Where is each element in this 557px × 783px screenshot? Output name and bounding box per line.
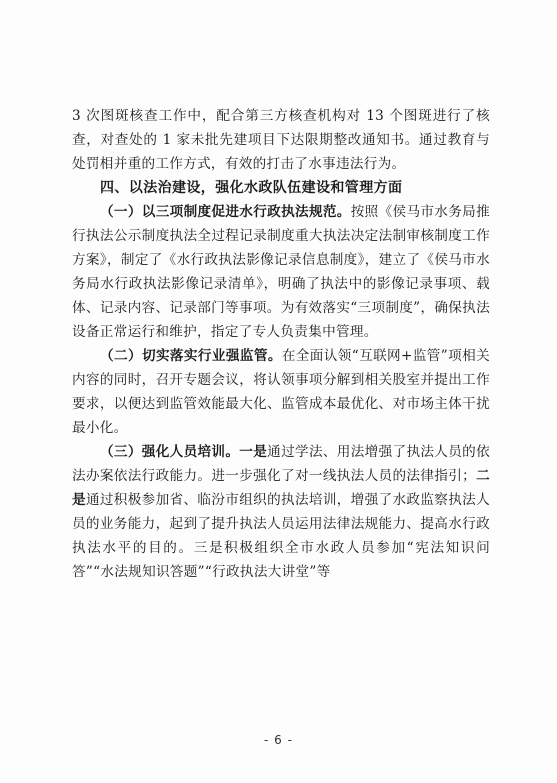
item-three-label-one: 一是 xyxy=(239,444,268,460)
continuation-paragraph: 3 次图斑核查工作中，配合第三方核查机构对 13 个图斑进行了核查，对查处的 1 家未批先建项目下达限期整改通知书。通过教育与处罚相并重的工作方式，有效的打击了水事违法行为。 xyxy=(72,108,490,172)
item-two-paragraph xyxy=(72,344,490,440)
item-two-text: 在全面认领“互联网+监管”项相关内容的同时，召开专题会议，将认领事项分解到相关股室并提出工作要求，以便达到监管效能最大化、监管成本最优化、对市场主体干扰最小化。 xyxy=(72,348,490,436)
page-body xyxy=(72,104,490,584)
section-heading-four: 四、以法治建设，强化水政队伍建设和管理方面 xyxy=(100,180,403,196)
item-one-paragraph xyxy=(72,200,490,344)
item-one-text: 按照《侯马市水务局推行执法公示制度执法全过程记录制度重大执法决定法制审核制度工作方案》，制定了《水行政执法影像记录信息制度》，建立了《侯马市水务局水行政执法影像记录清单》，明确了执法中的影像记录事项、载体、记录内容、记录部门等事项。为有效落实“三项制度”，确保执法设备正常运行和维护，指定了专人负责集中管理。 xyxy=(72,204,490,340)
item-three-label-two: 二是 xyxy=(72,468,490,508)
item-three-text-two: 通过积极参加省、临汾市组织的执法培训，增强了水政监察执法人员的业务能力，起到了提升执法人员运用法律法规能力、提高水行政执法水平的目的。三是积极组织全市水政人员参加“宪法知识问答”“水法规知识答题”“行政执法大讲堂”等 xyxy=(72,492,490,580)
item-three-heading: （三）强化人员培训。 xyxy=(100,444,240,460)
page-number: - 6 - xyxy=(264,733,293,747)
item-one-heading: （一）以三项制度促进水行政执法规范。 xyxy=(100,204,351,220)
item-two-heading: （二）切实落实行业强监管。 xyxy=(100,348,282,364)
item-three-paragraph xyxy=(72,440,490,584)
item-three-text-one: 通过学法、用法增强了执法人员的依法办案依法行政能力。进一步强化了对一线执法人员的法律指引； xyxy=(72,444,490,484)
